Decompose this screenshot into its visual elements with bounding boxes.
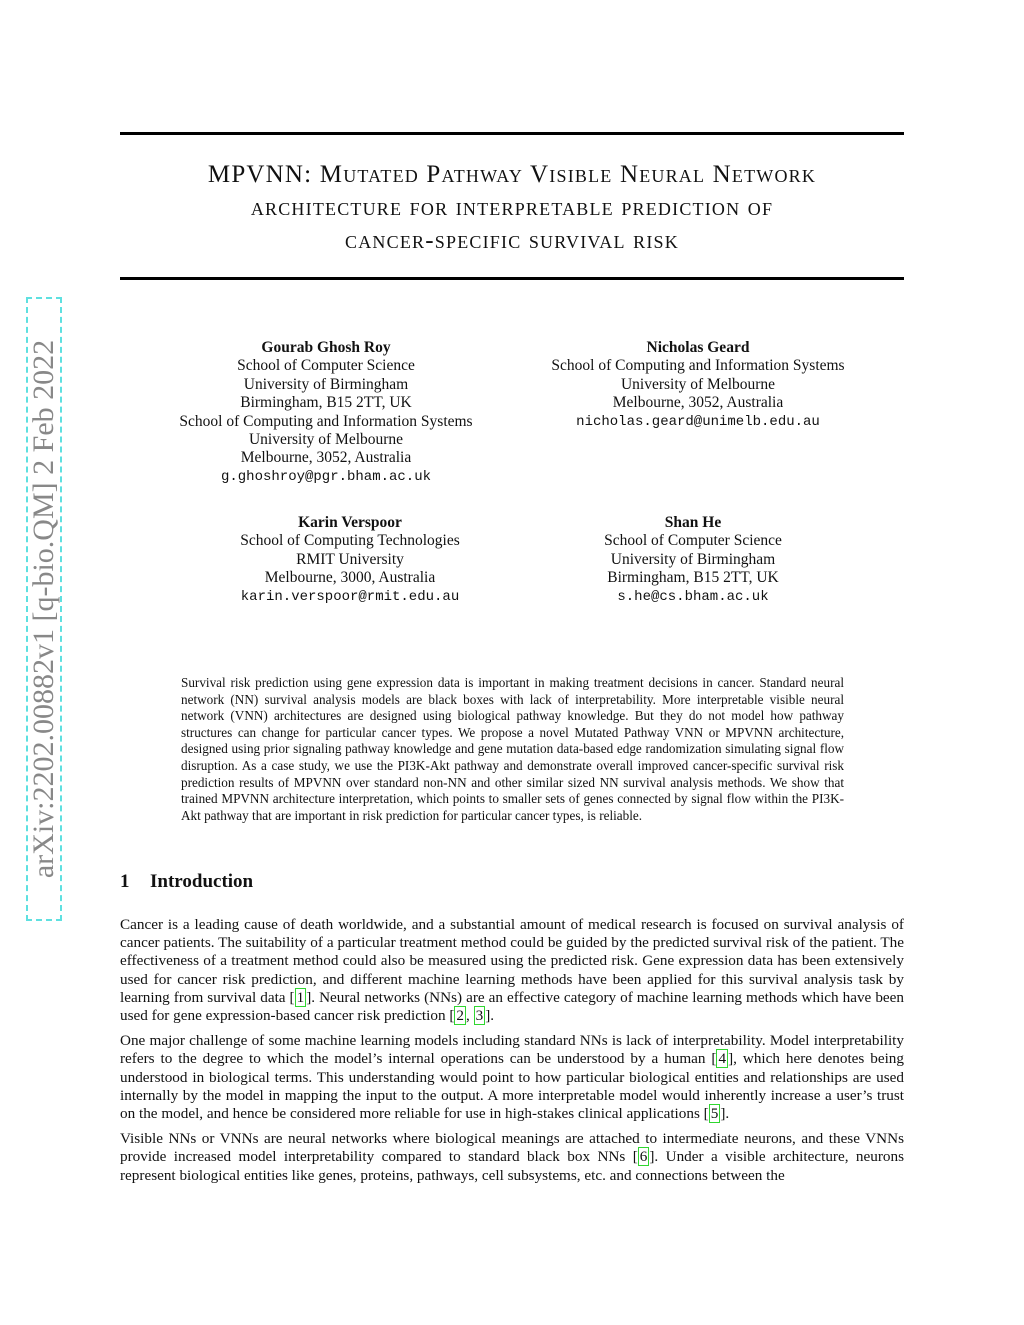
author-block-4	[604, 514, 782, 606]
title-bottom-rule	[120, 277, 904, 280]
paragraph-text: ]. Under a visible architecture, neurons represent biological entities like genes, proteins, pathways, cell subsystems, etc. and connections between the	[120, 1148, 905, 1184]
citation-link[interactable]: 2	[456, 1007, 465, 1025]
author-affiliation: Birmingham, B15 2TT, UK	[240, 394, 412, 412]
author-affiliation: Melbourne, 3052, Australia	[240, 449, 412, 467]
section-heading	[120, 871, 253, 893]
paragraph-text: ], which here denotes being understood in biological terms. This understanding would point to how particular biological entities and relationships are used internally by the model in mapping the input to the output. A more interpretable model would inherently increase a user’s trust on the model, and hence be considered more reliable for use in high-stakes clinical applications [	[120, 1050, 904, 1123]
section-number: 1	[120, 871, 130, 892]
author-affiliation: School of Computing Technologies	[240, 532, 460, 550]
author-email[interactable]: nicholas.geard@unimelb.edu.au	[576, 413, 820, 430]
author-affiliation: School of Computing and Information Systems	[551, 357, 845, 375]
paragraph	[120, 916, 904, 1025]
citation-link[interactable]: 5	[710, 1105, 719, 1123]
paragraph-text: ]. Neural networks (NNs) are an effective category of machine learning methods which have been used for gene expression-based cancer risk prediction [	[120, 988, 904, 1025]
author-affiliation: University of Birmingham	[610, 550, 776, 568]
paragraph-text: Cancer is a leading cause of death worldwide, and a substantial amount of medical research is focused on survival analysis of cancer patients. The suitability of a particular treatment method could be guided by the predicted survival risk of the patient. The effectiveness of a treatment method could also be measured using the predicted risk. Gene expression data has been extensively used for cancer risk prediction, and different machine learning methods have been applied for this survival analysis task by learning from survival data [	[120, 916, 904, 1006]
author-affiliation: Melbourne, 3052, Australia	[612, 394, 784, 412]
author-affiliation: University of Melbourne	[248, 431, 404, 449]
author-affiliation: Melbourne, 3000, Australia	[264, 569, 436, 587]
author-affiliation: School of Computer Science	[237, 357, 415, 375]
paragraph-text: ].	[485, 1007, 495, 1025]
author-affiliation: School of Computer Science	[604, 532, 782, 550]
author-affiliation: Birmingham, B15 2TT, UK	[607, 569, 779, 587]
abstract: Survival risk prediction using gene expression data is important in making treatment decisions in cancer. Standard neural network (NN) survival analysis models are black boxes with lack of interpretability. More interpretable visible neural network (VNN) architectures are designed using biological pathway knowledge. But they do not model how pathway structures can change for particular cancer types. We propose a novel Mutated Pathway VNN or MPVNN architecture, designed using prior signaling pathway knowledge and gene mutation data-based edge randomization simulating signal flow disruption. As a case study, we use the PI3K-Akt pathway and demonstrate overall improved cancer-specific survival risk prediction results of MPVNN over standard non-NN and other similar sized NN survival analysis methods. We show that trained MPVNN architecture interpretation, which points to smaller sets of genes connected by signal flow within the PI3K-Akt pathway that are important in risk prediction for particular cancer types, is reliable.	[181, 675, 844, 823]
paragraph	[120, 1032, 904, 1123]
citation-link[interactable]: 4	[718, 1050, 727, 1068]
author-affiliation: School of Computing and Information Systems	[179, 412, 473, 430]
paragraph	[120, 1130, 904, 1185]
author-name: Gourab Ghosh Roy	[261, 339, 391, 356]
author-name: Karin Verspoor	[298, 514, 402, 531]
author-block-1	[179, 339, 472, 486]
author-name: Nicholas Geard	[646, 339, 750, 356]
title-line-1: MPVNN: Mutated Pathway Visible Neural Network	[207, 161, 817, 188]
author-affiliation: University of Birmingham	[243, 375, 409, 393]
author-email[interactable]: karin.verspoor@rmit.edu.au	[240, 588, 460, 605]
citation-link[interactable]: 6	[639, 1148, 648, 1166]
author-block-3	[240, 514, 460, 606]
paper-title	[120, 158, 904, 257]
author-affiliation: University of Melbourne	[620, 375, 776, 393]
introduction-body	[120, 916, 904, 1192]
citation-link[interactable]: 1	[296, 988, 305, 1006]
author-email[interactable]: g.ghoshroy@pgr.bham.ac.uk	[220, 468, 432, 485]
paragraph-text: ,	[466, 1007, 474, 1025]
author-name: Shan He	[664, 514, 722, 531]
section-title: Introduction	[150, 871, 254, 892]
paragraph-text: ].	[720, 1105, 730, 1123]
arxiv-identifier: arXiv:2202.00882v1 [q-bio.QM] 2 Feb 2022	[27, 339, 60, 879]
title-line-2: architecture for interpretable prediction of	[250, 194, 774, 221]
author-email[interactable]: s.he@cs.bham.ac.uk	[617, 588, 769, 605]
author-affiliation: RMIT University	[296, 550, 404, 568]
author-block-2	[551, 339, 844, 431]
citation-link[interactable]: 3	[475, 1007, 484, 1025]
paragraph-text: Visible NNs or VNNs are neural networks where biological meanings are attached to intermediate neurons, and these VNNs provide increased model interpretability compared to standard black box NNs [	[120, 1130, 904, 1166]
paragraph-text: One major challenge of some machine learning models including standard NNs is lack of interpretability. Model interpretability refers to the degree to which the model’s internal operations can be understood by a human [	[120, 1032, 904, 1068]
title-line-3: cancer-specific survival risk	[345, 227, 679, 254]
title-top-rule	[120, 132, 904, 135]
